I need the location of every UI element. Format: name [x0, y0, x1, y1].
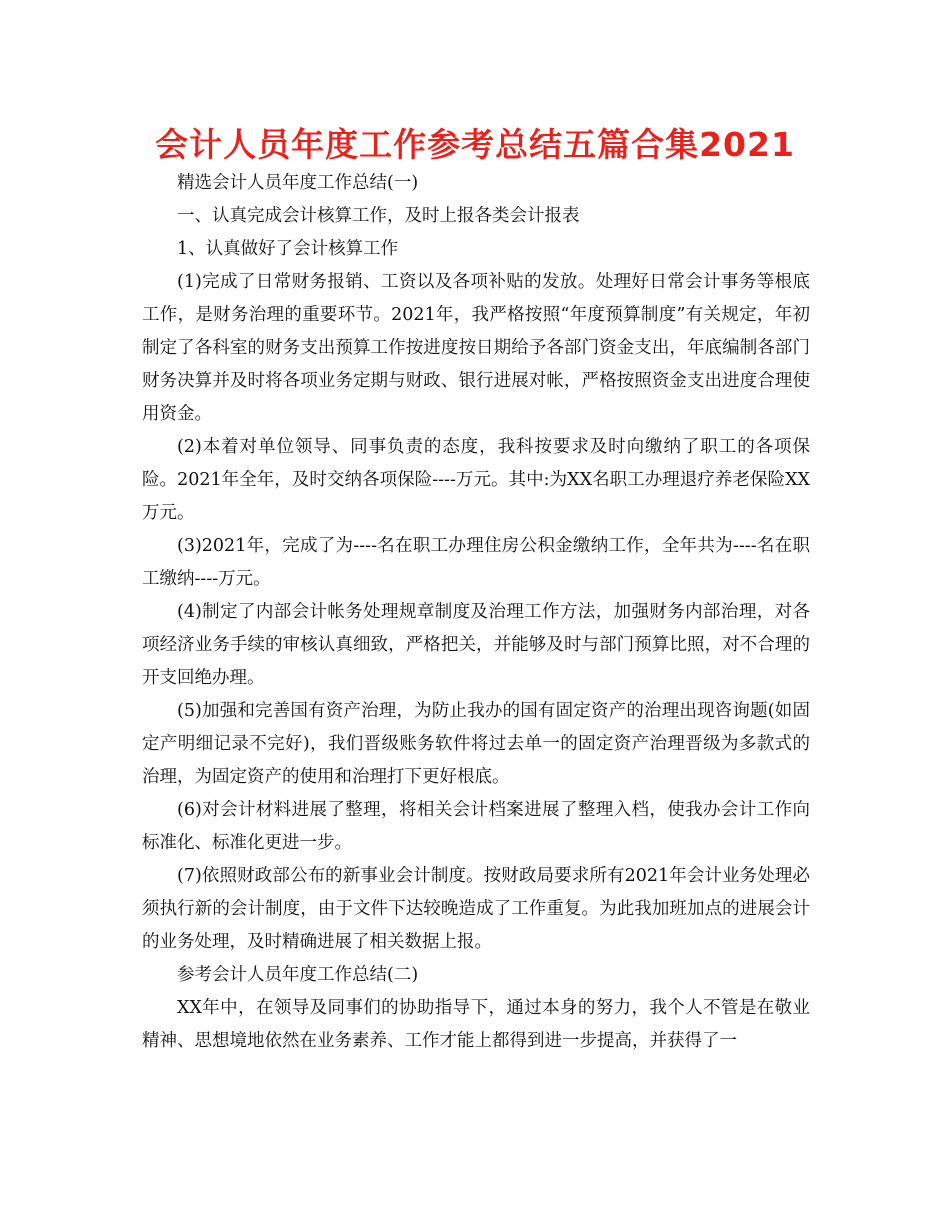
paragraph-item-4: (4)制定了内部会计帐务处理规章制度及治理工作方法，加强财务内部治理，对各项经济业务手续的审核认真细致，严格把关，并能够及时与部门预算比照，对不合理的开支回绝办理。: [142, 602, 810, 688]
paragraph-item-7: (7)依照财政部公布的新事业会计制度。按财政局要求所有2021年会计业务处理必须执行新的会计制度，由于文件下达较晚造成了工作重复。为此我加班加点的进展会计的业务处理，及时精确进展了相关数据上报。: [142, 866, 810, 952]
paragraph-item-1: (1)完成了日常财务报销、工资以及各项补贴的发放。处理好日常会计事务等根底工作，是财务治理的重要环节。2021年，我严格按照“年度预算制度”有关规定，年初制定了各科室的财务支出预算工作按进度按日期给予各部门资金支出，年底编制各部门财务决算并及时将各项业务定期与财政、银行进展对帐，严格按照资金支出进度合理使用资金。: [142, 272, 810, 424]
paragraph-item-2: (2)本着对单位领导、同事负责的态度，我科按要求及时向缴纳了职工的各项保险。2021年全年，及时交纳各项保险----万元。其中:为XX名职工办理退疗养老保险XX万元。: [142, 437, 810, 523]
document-title: 会计人员年度工作参考总结五篇合集2021: [155, 125, 795, 164]
paragraph-item-6: (6)对会计材料进展了整理，将相关会计档案进展了整理入档，使我办会计工作向标准化、标准化更进一步。: [142, 800, 810, 853]
section-heading: 一、认真完成会计核算工作，及时上报各类会计报表: [177, 206, 580, 226]
paragraph-intro-2: XX年中，在领导及同事们的协助指导下，通过本身的努力，我个人不管是在敬业精神、思想境地依然在业务素养、工作才能上都得到进一步提高，并获得了一: [142, 998, 810, 1051]
paragraph-item-3: (3)2021年，完成了为----名在职工办理住房公积金缴纳工作，全年共为----名在职工缴纳----万元。: [142, 536, 810, 589]
document-body: [142, 167, 810, 1058]
paragraph-item-5: (5)加强和完善国有资产治理，为防止我办的国有固定资产的治理出现咨询题(如固定产明细记录不完好)，我们晋级账务软件将过去单一的固定资产治理晋级为多款式的治理，为固定资产的使用和治理打下更好根底。: [142, 701, 810, 787]
subsection-heading: 1、认真做好了会计核算工作: [177, 239, 399, 259]
subsection-heading-1: 精选会计人员年度工作总结(一): [177, 173, 419, 193]
subsection-heading-2: 参考会计人员年度工作总结(二): [177, 965, 419, 985]
